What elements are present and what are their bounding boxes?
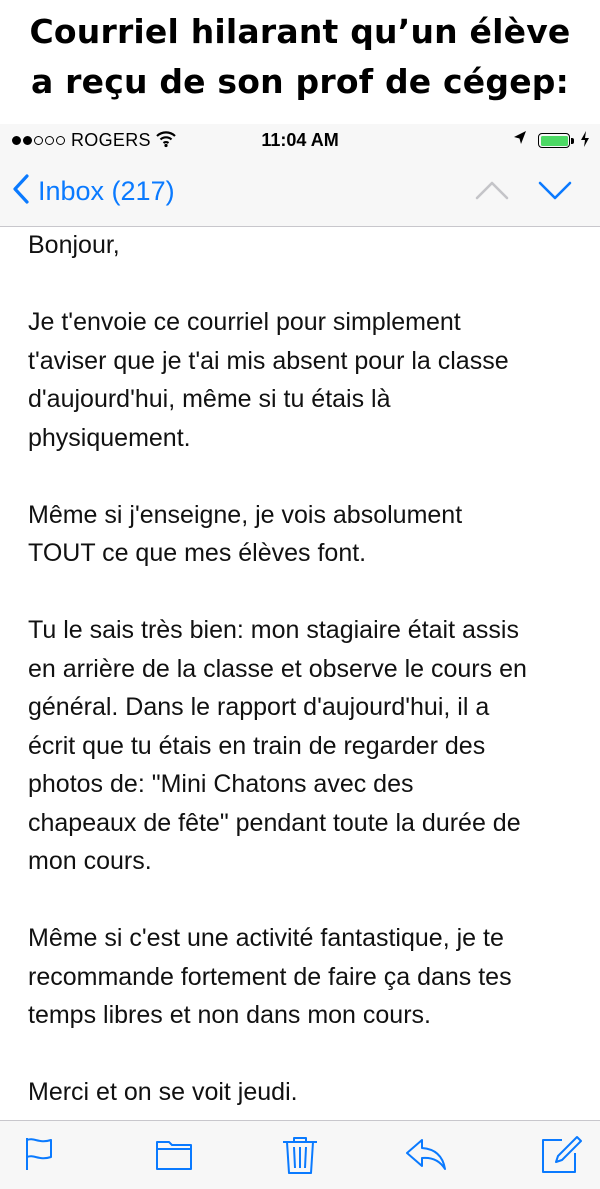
carrier-name: ROGERS xyxy=(71,130,151,150)
status-bar xyxy=(0,124,600,158)
caption-banner xyxy=(0,0,600,124)
flag-button[interactable] xyxy=(22,1135,56,1178)
reply-button[interactable] xyxy=(404,1135,448,1178)
compose-icon xyxy=(540,1135,582,1175)
charging-bolt-icon xyxy=(580,130,590,153)
battery-icon xyxy=(538,133,570,148)
email-body xyxy=(28,226,588,1116)
email-paragraph: Je t'envoie ce courriel pour simplement t'aviser que je t'ai mis absent pour la classe d'aujourd'hui, même si tu étais là physiquement. xyxy=(28,308,509,452)
email-paragraph: Merci et on se voit jeudi. xyxy=(28,1078,298,1106)
caption-line-1: Courriel hilarant qu’un élève xyxy=(29,12,571,51)
folder-icon xyxy=(155,1135,193,1173)
previous-message-button[interactable] xyxy=(474,178,510,207)
back-to-inbox-button[interactable] xyxy=(12,174,175,209)
mail-toolbar xyxy=(0,1120,600,1189)
mail-nav-bar xyxy=(0,158,600,227)
flag-icon xyxy=(22,1135,56,1173)
reply-icon xyxy=(404,1135,448,1173)
chevron-down-icon xyxy=(537,178,573,202)
location-arrow-icon xyxy=(513,130,527,151)
compose-button[interactable] xyxy=(540,1135,582,1180)
trash-icon xyxy=(281,1135,319,1175)
email-paragraph: Même si c'est une activité fantastique, je te recommande fortement de faire ça dans tes temps libres et non dans mon cours. xyxy=(28,924,512,1029)
next-message-button[interactable] xyxy=(537,178,573,207)
status-time: 11:04 AM xyxy=(261,130,339,150)
email-paragraph: Bonjour, xyxy=(28,231,120,259)
email-paragraph: Même si j'enseigne, je vois absolument TOUT ce que mes élèves font. xyxy=(28,500,463,567)
email-paragraph: Tu le sais très bien: mon stagiaire était assis en arrière de la classe et observe le cours en général. Dans le rapport d'aujourd'hui, il a écrit que tu étais en train de regarder des photos de: "Mini Chatons avec des chapeaux de fête" pendant toute la durée de mon cours. xyxy=(28,616,527,875)
battery-tip xyxy=(571,138,574,144)
trash-button[interactable] xyxy=(281,1135,319,1180)
back-label: Inbox (217) xyxy=(38,176,175,206)
caption-line-2: a reçu de son prof de cégep: xyxy=(30,62,569,101)
back-chevron-icon xyxy=(12,174,30,209)
battery-level-fill xyxy=(541,136,568,146)
move-to-folder-button[interactable] xyxy=(155,1135,193,1178)
chevron-up-icon xyxy=(474,178,510,202)
